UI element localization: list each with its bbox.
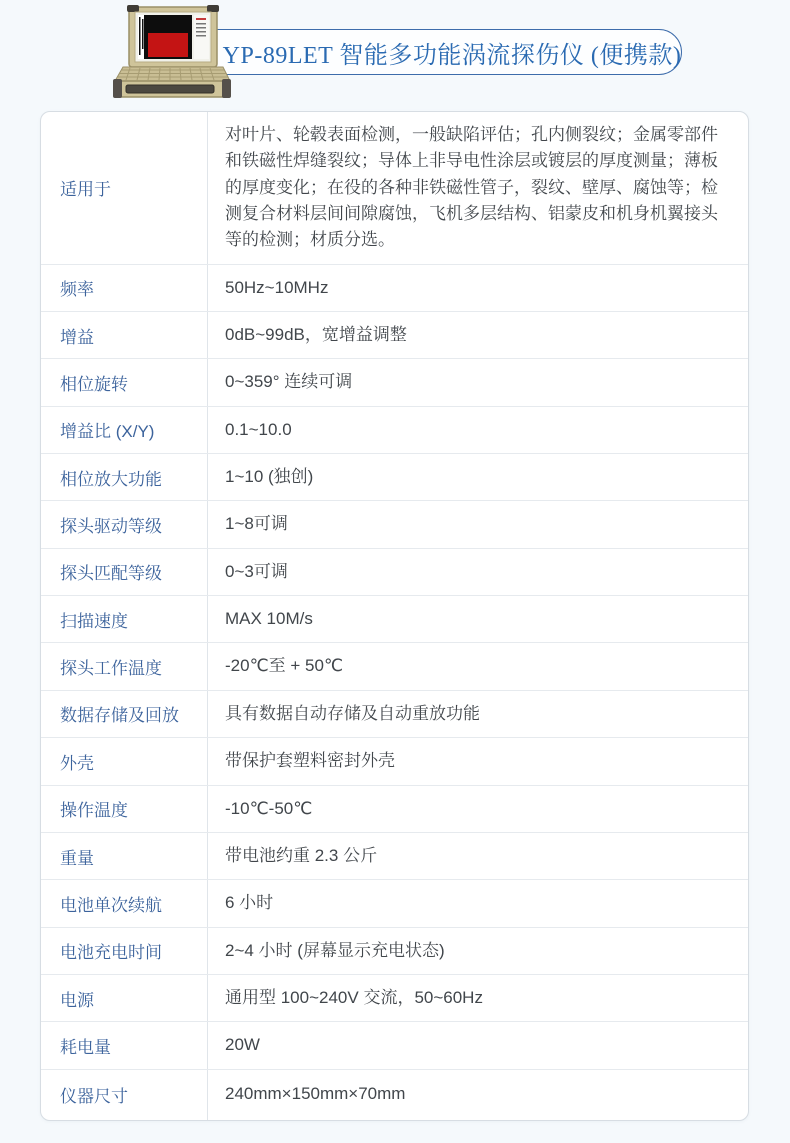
spec-value: 1~10 (独创) xyxy=(207,454,748,500)
device-photo xyxy=(110,5,234,99)
table-row xyxy=(41,1022,748,1069)
table-row xyxy=(41,407,748,454)
spec-value: 对叶片、轮毂表面检测，一般缺陷评估；孔内侧裂纹；金属零部件和铁磁性焊缝裂纹；导体上非导电性涂层或镀层的厚度测量；薄板的厚度变化；在役的各种非铁磁性管子，裂纹、壁厚、腐蚀等；检测复合材料层间间隙腐蚀，飞机多层结构、铝蒙皮和机身机翼接头等的检测；材质分选。 xyxy=(207,112,748,264)
table-row xyxy=(41,265,748,312)
spec-label: 电池充电时间 xyxy=(60,943,162,963)
table-row xyxy=(41,691,748,738)
spec-value: MAX 10M/s xyxy=(207,596,748,642)
page-title: YP-89LET 智能多功能涡流探伤仪 (便携款) xyxy=(222,42,682,69)
table-row xyxy=(41,312,748,359)
spec-label: 数据存储及回放 xyxy=(60,706,179,726)
spec-label: 相位放大功能 xyxy=(60,469,162,489)
spec-value: -20℃至 + 50℃ xyxy=(207,643,748,689)
spec-label: 相位旋转 xyxy=(60,375,128,395)
spec-value: 带电池约重 2.3 公斤 xyxy=(207,833,748,879)
spec-table xyxy=(40,111,749,1121)
spec-label: 耗电量 xyxy=(60,1037,111,1057)
header xyxy=(0,0,790,110)
spec-value: 1~8可调 xyxy=(207,501,748,547)
spec-value: 0~359° 连续可调 xyxy=(207,359,748,405)
spec-label: 扫描速度 xyxy=(60,611,128,631)
spec-label: 探头工作温度 xyxy=(60,659,162,679)
spec-label: 重量 xyxy=(60,848,94,868)
device-illustration xyxy=(110,5,234,99)
spec-label: 电池单次续航 xyxy=(60,895,162,915)
spec-label: 仪器尺寸 xyxy=(60,1087,128,1107)
spec-value: 通用型 100~240V 交流，50~60Hz xyxy=(207,975,748,1021)
title-banner xyxy=(190,29,682,75)
table-row xyxy=(41,975,748,1022)
table-row xyxy=(41,786,748,833)
table-row xyxy=(41,1070,748,1120)
table-row xyxy=(41,501,748,548)
table-row xyxy=(41,738,748,785)
table-row xyxy=(41,359,748,406)
table-row xyxy=(41,112,748,265)
table-row xyxy=(41,833,748,880)
table-row xyxy=(41,880,748,927)
spec-value: 0dB~99dB，宽增益调整 xyxy=(207,312,748,358)
spec-value: 20W xyxy=(207,1022,748,1068)
table-row xyxy=(41,549,748,596)
spec-label: 操作温度 xyxy=(60,801,128,821)
spec-label: 频率 xyxy=(60,280,94,300)
spec-value: 240mm×150mm×70mm xyxy=(207,1070,748,1120)
spec-value: -10℃-50℃ xyxy=(207,786,748,832)
spec-value: 2~4 小时 (屏幕显示充电状态) xyxy=(207,928,748,974)
spec-label: 外壳 xyxy=(60,753,94,773)
spec-label: 适用于 xyxy=(60,180,111,200)
spec-label: 电源 xyxy=(60,990,94,1010)
spec-value: 0.1~10.0 xyxy=(207,407,748,453)
table-row xyxy=(41,928,748,975)
spec-label: 探头匹配等级 xyxy=(60,564,162,584)
table-row xyxy=(41,596,748,643)
spec-label: 增益 xyxy=(60,327,94,347)
spec-value: 带保护套塑料密封外壳 xyxy=(207,738,748,784)
spec-label: 探头驱动等级 xyxy=(60,517,162,537)
table-row xyxy=(41,454,748,501)
spec-value: 50Hz~10MHz xyxy=(207,265,748,311)
spec-value: 具有数据自动存储及自动重放功能 xyxy=(207,691,748,737)
spec-value: 0~3可调 xyxy=(207,549,748,595)
table-row xyxy=(41,643,748,690)
spec-label: 增益比 (X/Y) xyxy=(60,422,155,442)
spec-value: 6 小时 xyxy=(207,880,748,926)
